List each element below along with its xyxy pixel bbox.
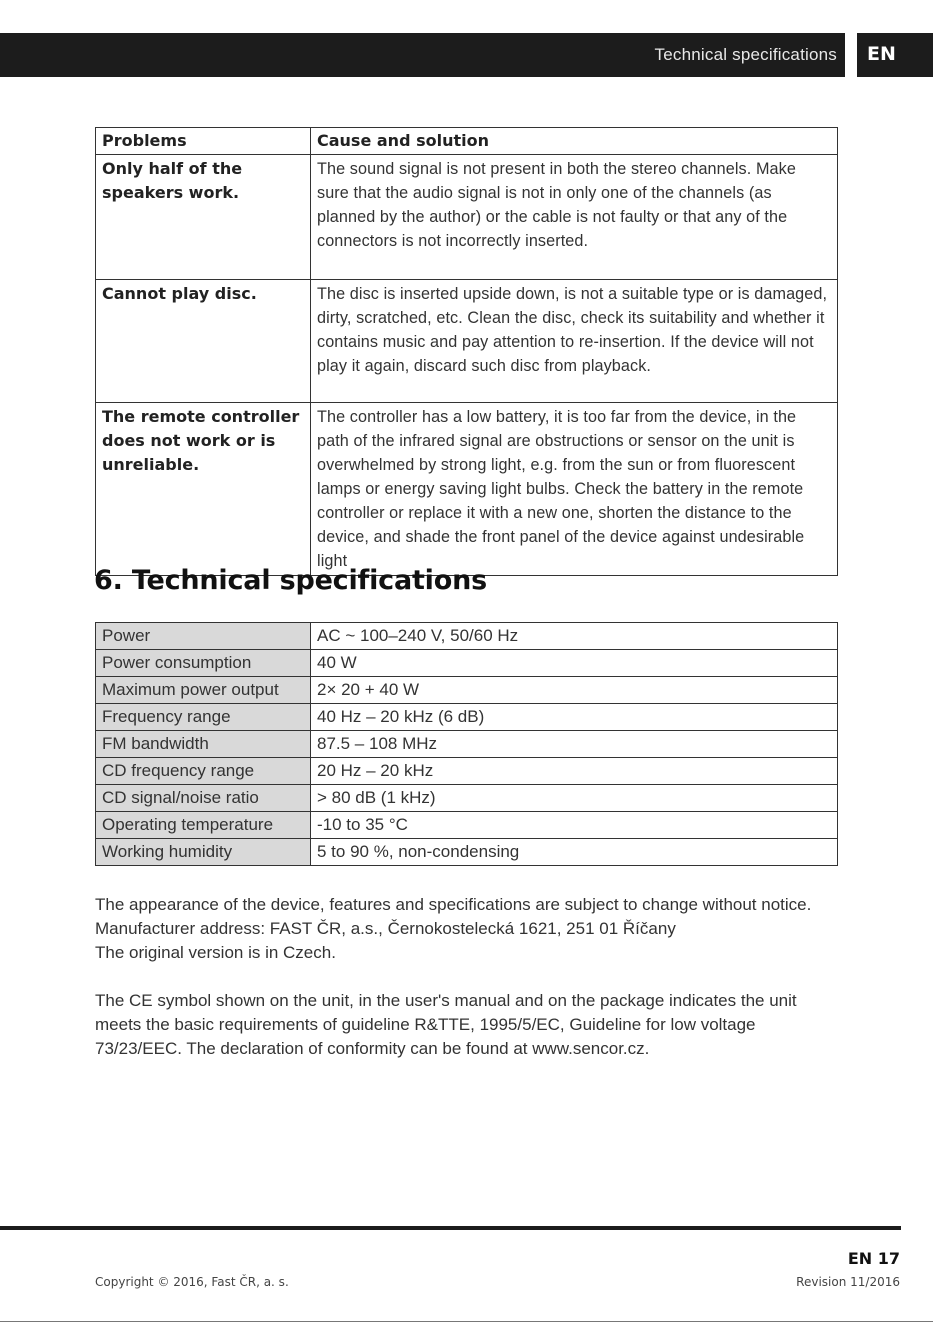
- spec-value: 87.5 – 108 MHz: [311, 731, 838, 758]
- spec-value: 40 Hz – 20 kHz (6 dB): [311, 704, 838, 731]
- table-row: [96, 677, 838, 704]
- troubleshooting-table: [95, 127, 838, 576]
- specifications-table: [95, 622, 838, 866]
- problem-cell: The remote controller does not work or is unreliable.: [96, 403, 311, 576]
- solution-cell: The sound signal is not present in both the stereo channels. Make sure that the audio signal is not in only one of the channels (as planned by the author) or the cable is not faulty or that any of the connectors is not incorrectly inserted.: [311, 155, 838, 280]
- table-row: [96, 839, 838, 866]
- problem-cell: Only half of the speakers work.: [96, 155, 311, 280]
- table-header-row: [96, 128, 838, 155]
- solution-cell: The controller has a low battery, it is too far from the device, in the path of the infrared signal are obstructions or sensor on the unit is overwhelmed by strong light, e.g. from the sun or from fluorescent lamps or energy saving light bulbs. Check the battery in the remote controller or replace it with a new one, shorten the distance to the device, and shade the front panel of the device against undesirable light: [311, 403, 838, 576]
- ce-statement: The CE symbol shown on the unit, in the user's manual and on the package indicates the unit meets the basic requirements of guideline R&TTE, 1995/5/EC, Guideline for low voltage 73/23/EEC. The declaration of conformity can be found at www.sencor.cz.: [95, 991, 797, 1058]
- spec-value: 2× 20 + 40 W: [311, 677, 838, 704]
- language-label: EN: [867, 43, 896, 65]
- spec-value: > 80 dB (1 kHz): [311, 785, 838, 812]
- page-number: EN 17: [847, 1249, 900, 1268]
- spec-value: 20 Hz – 20 kHz: [311, 758, 838, 785]
- table-row: [96, 785, 838, 812]
- spec-label: CD frequency range: [96, 758, 311, 785]
- header-title: Technical specifications: [654, 45, 837, 64]
- spacer: [95, 965, 840, 989]
- spec-label: Operating temperature: [96, 812, 311, 839]
- section-title: 6. Technical specifications: [94, 565, 487, 596]
- footer-divider: [0, 1226, 901, 1230]
- spec-label: FM bandwidth: [96, 731, 311, 758]
- language-badge: [857, 33, 933, 77]
- table-row: [96, 812, 838, 839]
- table-row: [96, 403, 838, 576]
- table-row: [96, 280, 838, 403]
- spec-value: -10 to 35 °C: [311, 812, 838, 839]
- spec-label: Frequency range: [96, 704, 311, 731]
- bottom-divider: [0, 1321, 933, 1322]
- table-row: [96, 155, 838, 280]
- spec-value: AC ~ 100–240 V, 50/60 Hz: [311, 623, 838, 650]
- manufacturer-address: Manufacturer address: FAST ČR, a.s., Černokostelecká 1621, 251 01 Říčany: [95, 919, 676, 938]
- original-language-note: The original version is in Czech.: [95, 943, 336, 962]
- column-header-solution: Cause and solution: [311, 128, 838, 155]
- copyright-text: Copyright © 2016, Fast ČR, a. s.: [95, 1275, 289, 1289]
- header-bar: [0, 33, 845, 77]
- spec-value: 5 to 90 %, non-condensing: [311, 839, 838, 866]
- table-row: [96, 704, 838, 731]
- column-header-problems: Problems: [96, 128, 311, 155]
- table-row: [96, 758, 838, 785]
- spec-value: 40 W: [311, 650, 838, 677]
- problem-cell: Cannot play disc.: [96, 280, 311, 403]
- table-row: [96, 650, 838, 677]
- spec-label: Power consumption: [96, 650, 311, 677]
- change-notice: The appearance of the device, features and specifications are subject to change without notice.: [95, 895, 812, 914]
- revision-text: Revision 11/2016: [796, 1275, 900, 1289]
- spec-label: Power: [96, 623, 311, 650]
- table-row: [96, 731, 838, 758]
- spec-label: Maximum power output: [96, 677, 311, 704]
- solution-cell: The disc is inserted upside down, is not a suitable type or is damaged, dirty, scratched, etc. Clean the disc, check its suitability and whether it contains music and pay attention to re-insertion. If the device will not play it again, discard such disc from playback.: [311, 280, 838, 403]
- spec-label: CD signal/noise ratio: [96, 785, 311, 812]
- notes-block: [95, 893, 840, 1061]
- spec-label: Working humidity: [96, 839, 311, 866]
- table-row: [96, 623, 838, 650]
